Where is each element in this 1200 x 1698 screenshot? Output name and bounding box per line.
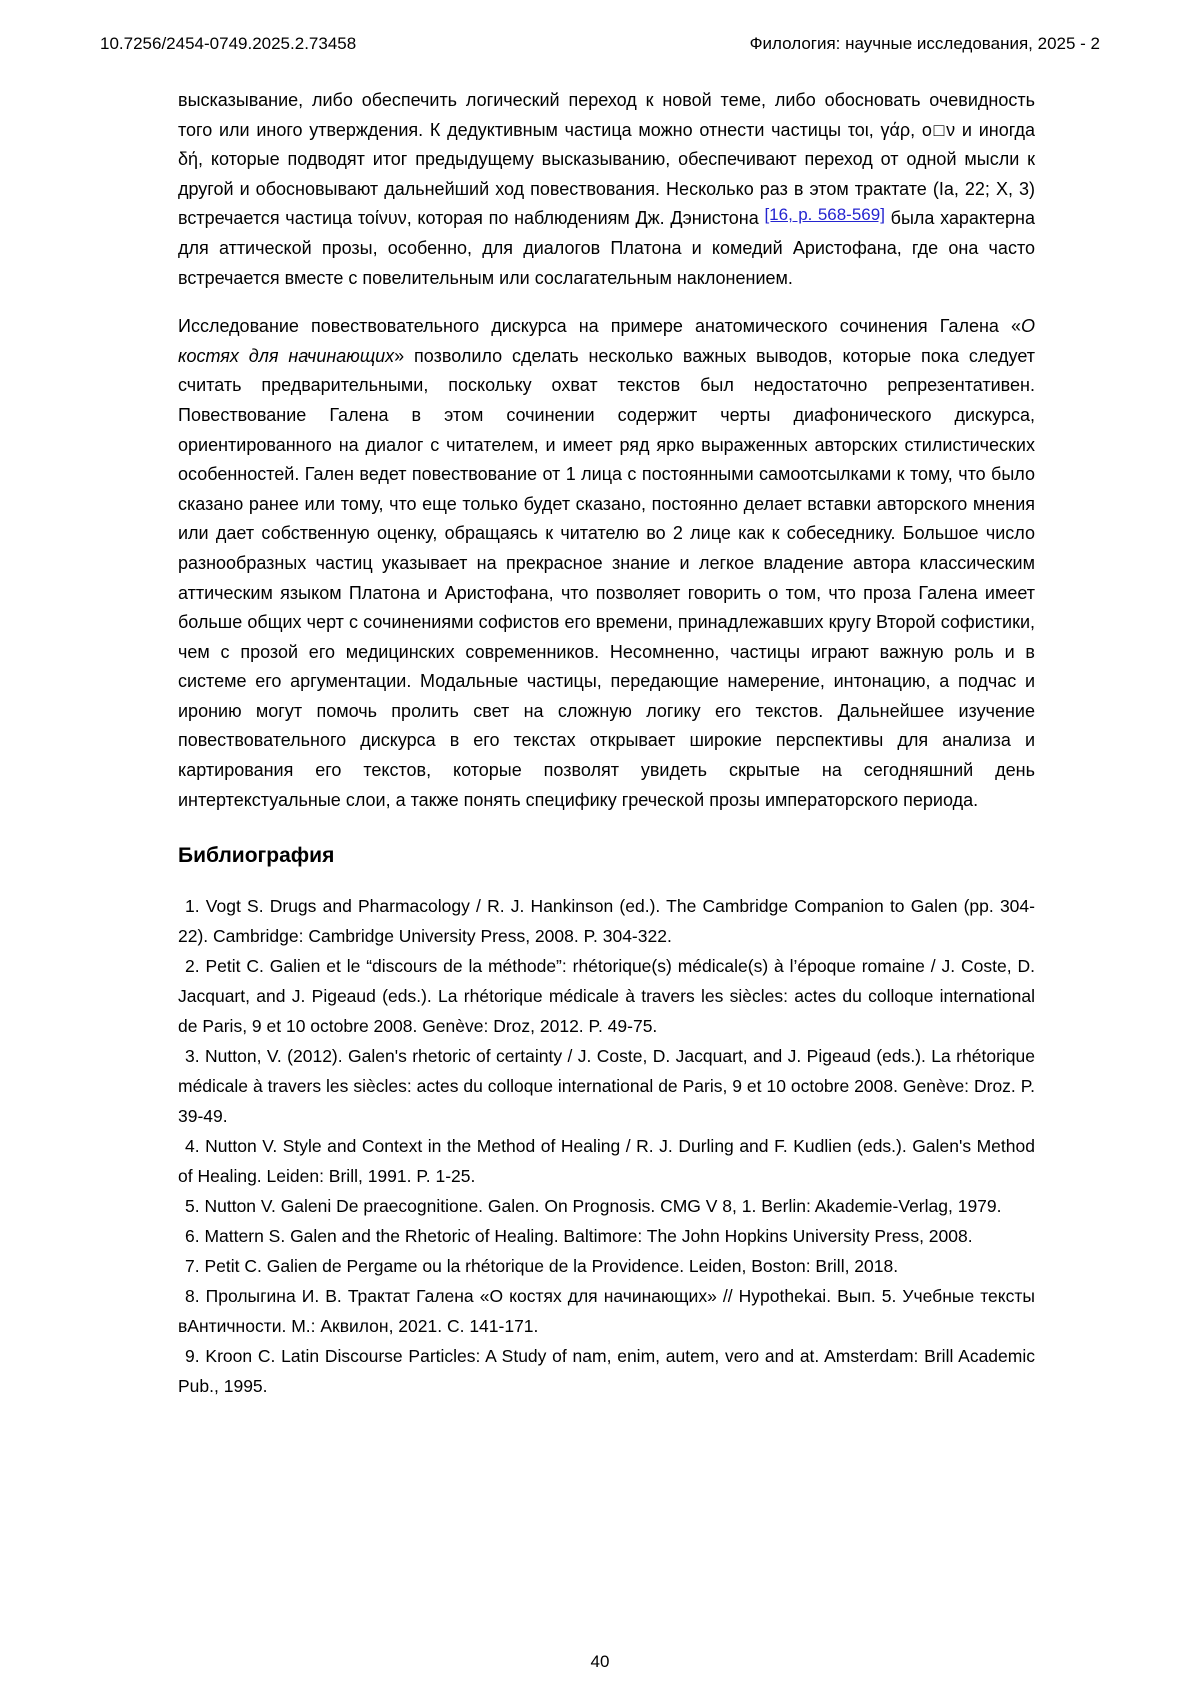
item-number: 5. (185, 1196, 200, 1217)
bibliography-item-9 (178, 1341, 1035, 1401)
item-number: 2. (185, 956, 200, 977)
item-text: Kroon C. Latin Discourse Particles: A Study of nam, enim, autem, vero and at. Amsterdam: Brill Academic Pub., 1995. (178, 1346, 1035, 1397)
page-number: 40 (590, 1652, 610, 1671)
paragraph-conclusion-2 (178, 312, 1035, 815)
item-text: Mattern S. Galen and the Rhetoric of Healing. Baltimore: The John Hopkins University Press, 2008. (204, 1226, 973, 1247)
journal-title: Филология: научные исследования, 2025 - 2 (749, 34, 1100, 53)
item-text: Petit C. Galien et le “discours de la méthode”: rhétorique(s) médicale(s) à l’époque romaine / J. Coste, D. Jacquart, and J. Pigeaud (eds.). La rhétorique médicale à travers les siècles: actes du colloque international de Paris, 9 et 10 octobre 2008. Genève: Droz, 2012. P. 49-75. (178, 956, 1035, 1037)
item-number: 4. (185, 1136, 200, 1157)
work-title-italic: О костях для начинающих (178, 316, 1035, 366)
bibliography-item-7 (178, 1251, 1035, 1281)
paragraph-text: » позволило сделать несколько важных выводов, которые пока следует считать предварительными, поскольку охват текстов был недостаточно репрезентативен. Повествование Галена в этом сочинении содержит черты диафонического дискурса, ориентированного на диалог с читателем, и имеет ряд ярко выраженных авторских стилистических особенностей. Гален ведет повествование от 1 лица с постоянными самоотсылками к тому, что было сказано ранее или тому, что еще только будет сказано, постоянно делает вставки авторского мнения или дает собственную оценку, обращаясь к читателю во 2 лице как к собеседнику. Большое число разнообразных частиц указывает на прекрасное знание и легкое владение автора классическим аттическим языком Платона и Аристофана, что позволяет говорить о том, что проза Галена имеет больше общих черт с сочинениями софистов его времени, принадлежавших кругу Второй софистики, чем с прозой его медицинских современников. Несомненно, частицы играют важную роль и в системе его аргументации. Модальные частицы, передающие намерение, интонацию, а подчас и иронию могут помочь пролить свет на сложную логику его текстов. Дальнейшее изучение повествовательного дискурса в его текстах открывает широкие перспективы для анализа и картирования его текстов, которые позволят увидеть скрытые на сегодняшний день интертекстуальные слои, а также понять специфику греческой прозы императорского периода. (178, 345, 1035, 810)
item-number: 9. (185, 1346, 200, 1367)
article-body (178, 86, 1035, 1401)
paragraph-text: высказывание, либо обеспечить логический переход к новой теме, либо обосновать очевидность того или иного утверждения. К дедуктивным частица можно отнести частицы τοι, γάρ, ο□ν и иногда δή, которые подводят итог предыдущему высказыванию, обеспечивают переход от одной мысли к другой и обосновывают дальнейший ход повествования. Несколько раз в этом трактате (Ia, 22; X, 3) встречается частица τοίνυν, которая по наблюдениям Дж. Дэнистона (178, 90, 1035, 229)
page-header (0, 0, 1200, 54)
bibliography-item-2 (178, 951, 1035, 1041)
item-number: 3. (185, 1046, 200, 1067)
bibliography-heading: Библиография (178, 844, 335, 868)
bibliography-item-3 (178, 1041, 1035, 1131)
item-number: 7. (185, 1256, 200, 1277)
bibliography-item-8 (178, 1281, 1035, 1341)
item-number: 6. (185, 1226, 200, 1247)
item-text: Nutton, V. (2012). Galen's rhetoric of certainty / J. Coste, D. Jacquart, and J. Pigeaud (eds.). La rhétorique médicale à travers les siècles: actes du colloque international de Paris, 9 et 10 octobre 2008. Genève: Droz. P. 39-49. (178, 1046, 1035, 1127)
bibliography-item-4 (178, 1131, 1035, 1191)
paragraph-conclusion-1 (178, 86, 1035, 293)
item-text: Nutton V. Style and Context in the Method of Healing / R. J. Durling and F. Kudlien (eds.). Galen's Method of Healing. Leiden: Brill, 1991. P. 1-25. (178, 1136, 1035, 1187)
bibliography-item-6 (178, 1221, 1035, 1251)
item-text: Vogt S. Drugs and Pharmacology / R. J. Hankinson (ed.). The Cambridge Companion to Galen (pp. 304-22). Cambridge: Cambridge University Press, 2008. P. 304-322. (178, 896, 1035, 947)
bibliography-item-1 (178, 891, 1035, 951)
citation-link[interactable]: [16, p. 568-569] (764, 205, 885, 225)
item-text: Nutton V. Galeni De praecognitione. Galen. On Prognosis. CMG V 8, 1. Berlin: Akademie-Verlag, 1979. (204, 1196, 1002, 1217)
item-text: Пролыгина И. В. Трактат Галена «О костях для начинающих» // Hypothekai. Вып. 5. Учебные тексты вАнтичности. М.: Аквилон, 2021. С. 141-171. (178, 1286, 1035, 1337)
bibliography-item-5 (178, 1191, 1035, 1221)
item-text: Petit C. Galien de Pergame ou la rhétorique de la Providence. Leiden, Boston: Brill, 2018. (204, 1256, 899, 1277)
paragraph-text: Исследование повествовательного дискурса на примере анатомического сочинения Галена « (178, 316, 1021, 337)
doi-text: 10.7256/2454-0749.2025.2.73458 (100, 34, 357, 53)
item-number: 1. (185, 896, 200, 917)
paragraph-text: была характерна для аттической прозы, особенно, для диалогов Платона и комедий Аристофана, где она часто встречается вместе с повелительным или сослагательным наклонением. (178, 208, 1036, 288)
item-number: 8. (185, 1286, 200, 1307)
